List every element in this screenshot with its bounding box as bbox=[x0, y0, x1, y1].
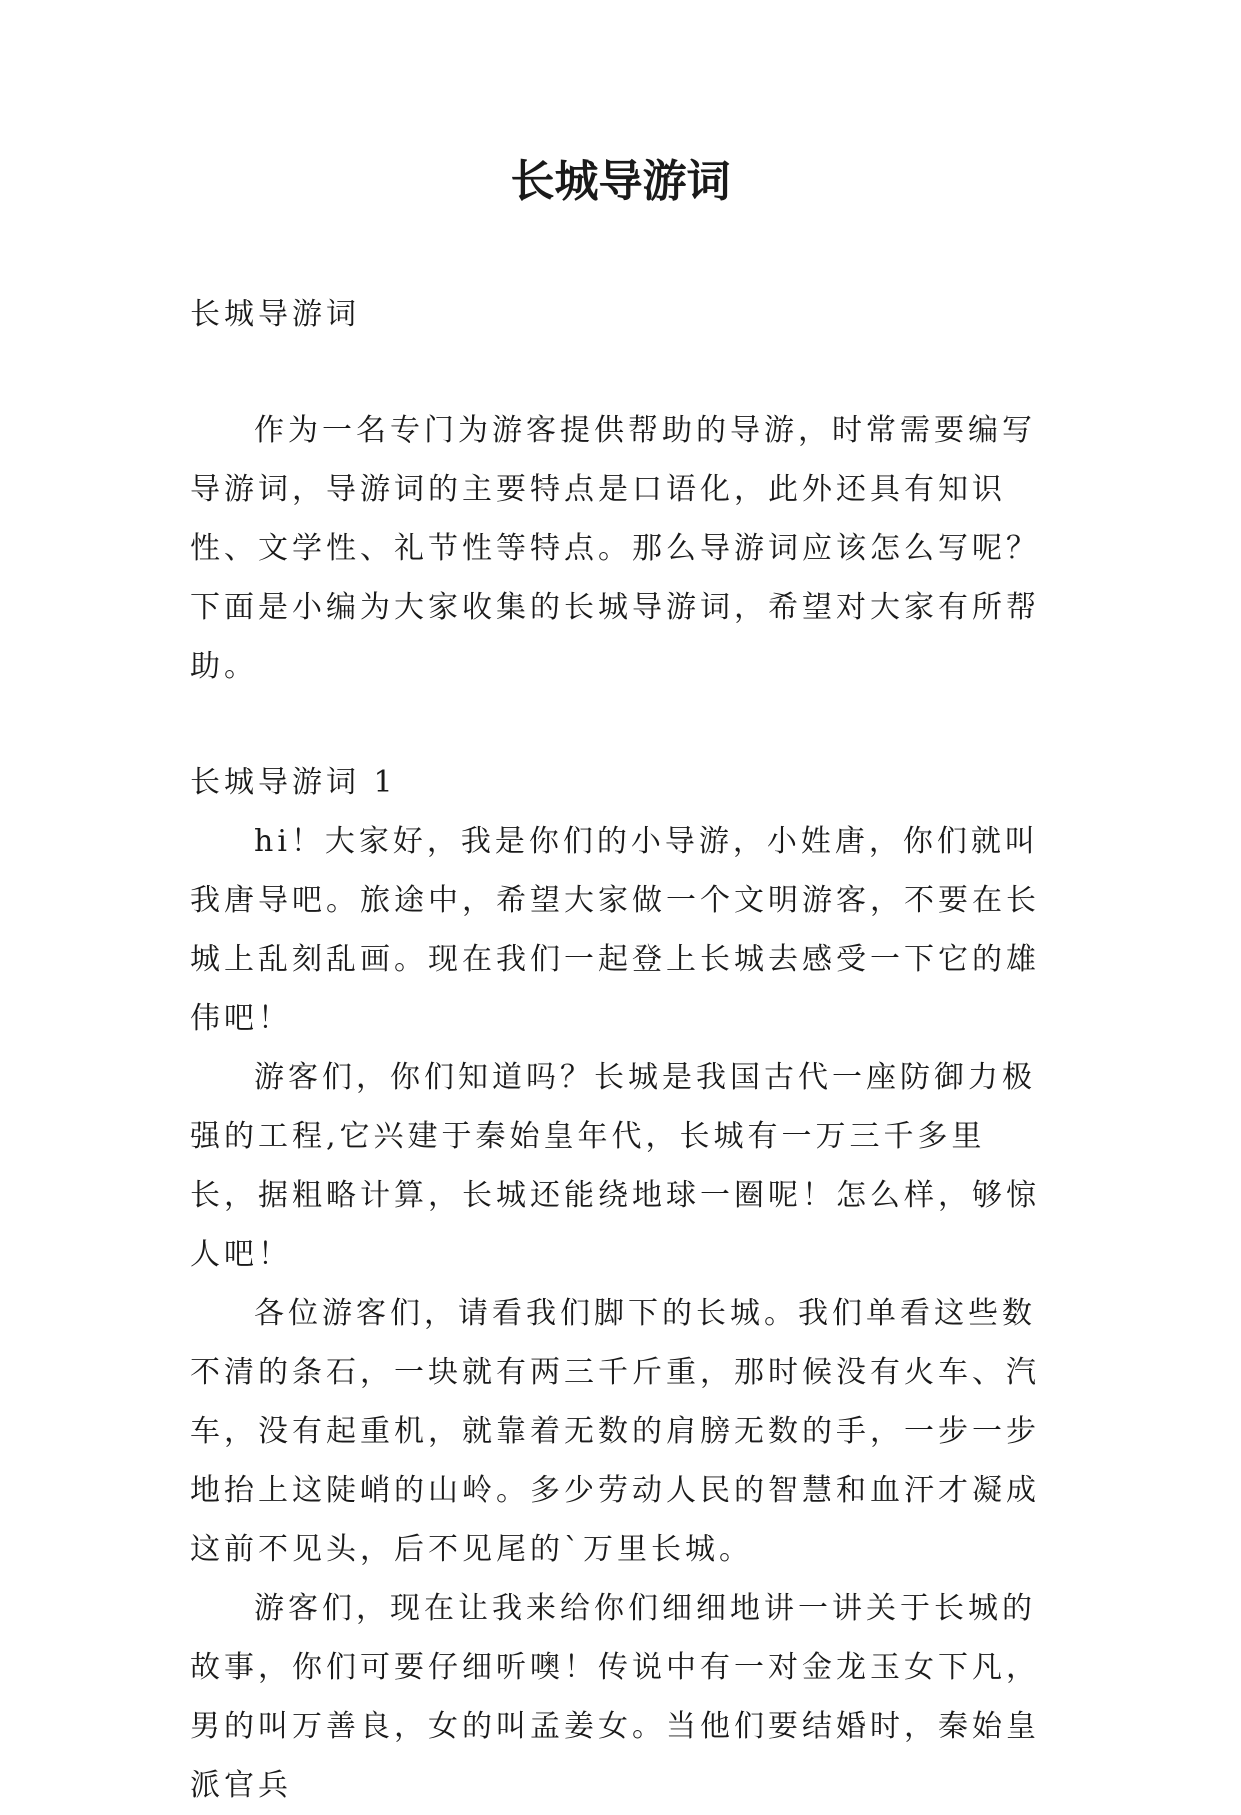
body-paragraph: 游客们，现在让我来给你们细细地讲一讲关于长城的故事，你们可要仔细听噢！传说中有一对金龙玉女下凡，男的叫万善良，女的叫孟姜女。当他们要结婚时，秦始皇派官兵 bbox=[190, 1591, 1040, 1803]
body-paragraph: 游客们，你们知道吗？长城是我国古代一座防御力极强的工程,它兴建于秦始皇年代，长城有一万三千多里长，据粗略计算，长城还能绕地球一圈呢！怎么样，够惊人吧！ bbox=[190, 1060, 1040, 1272]
section-heading: 长城导游词 1 bbox=[190, 765, 397, 800]
body-paragraph: 各位游客们，请看我们脚下的长城。我们单看这些数不清的条石，一块就有两三千斤重，那时候没有火车、汽车，没有起重机，就靠着无数的肩膀无数的手，一步一步地抬上这陡峭的山岭。多少劳动人民的智慧和血汗才凝成这前不见头，后不见尾的`万里长城。 bbox=[190, 1296, 1040, 1567]
document-body bbox=[190, 285, 1050, 1815]
intro-paragraph: 作为一名专门为游客提供帮助的导游，时常需要编写导游词，导游词的主要特点是口语化，此外还具有知识性、文学性、礼节性等特点。那么导游词应该怎么写呢？下面是小编为大家收集的长城导游词，希望对大家有所帮助。 bbox=[190, 413, 1040, 684]
document-title: 长城导游词 bbox=[510, 156, 731, 207]
body-paragraph: hi！大家好，我是你们的小导游，小姓唐，你们就叫我唐导吧。旅途中，希望大家做一个文明游客，不要在长城上乱刻乱画。现在我们一起登上长城去感受一下它的雄伟吧！ bbox=[190, 824, 1040, 1036]
document-subtitle: 长城导游词 bbox=[190, 297, 360, 332]
